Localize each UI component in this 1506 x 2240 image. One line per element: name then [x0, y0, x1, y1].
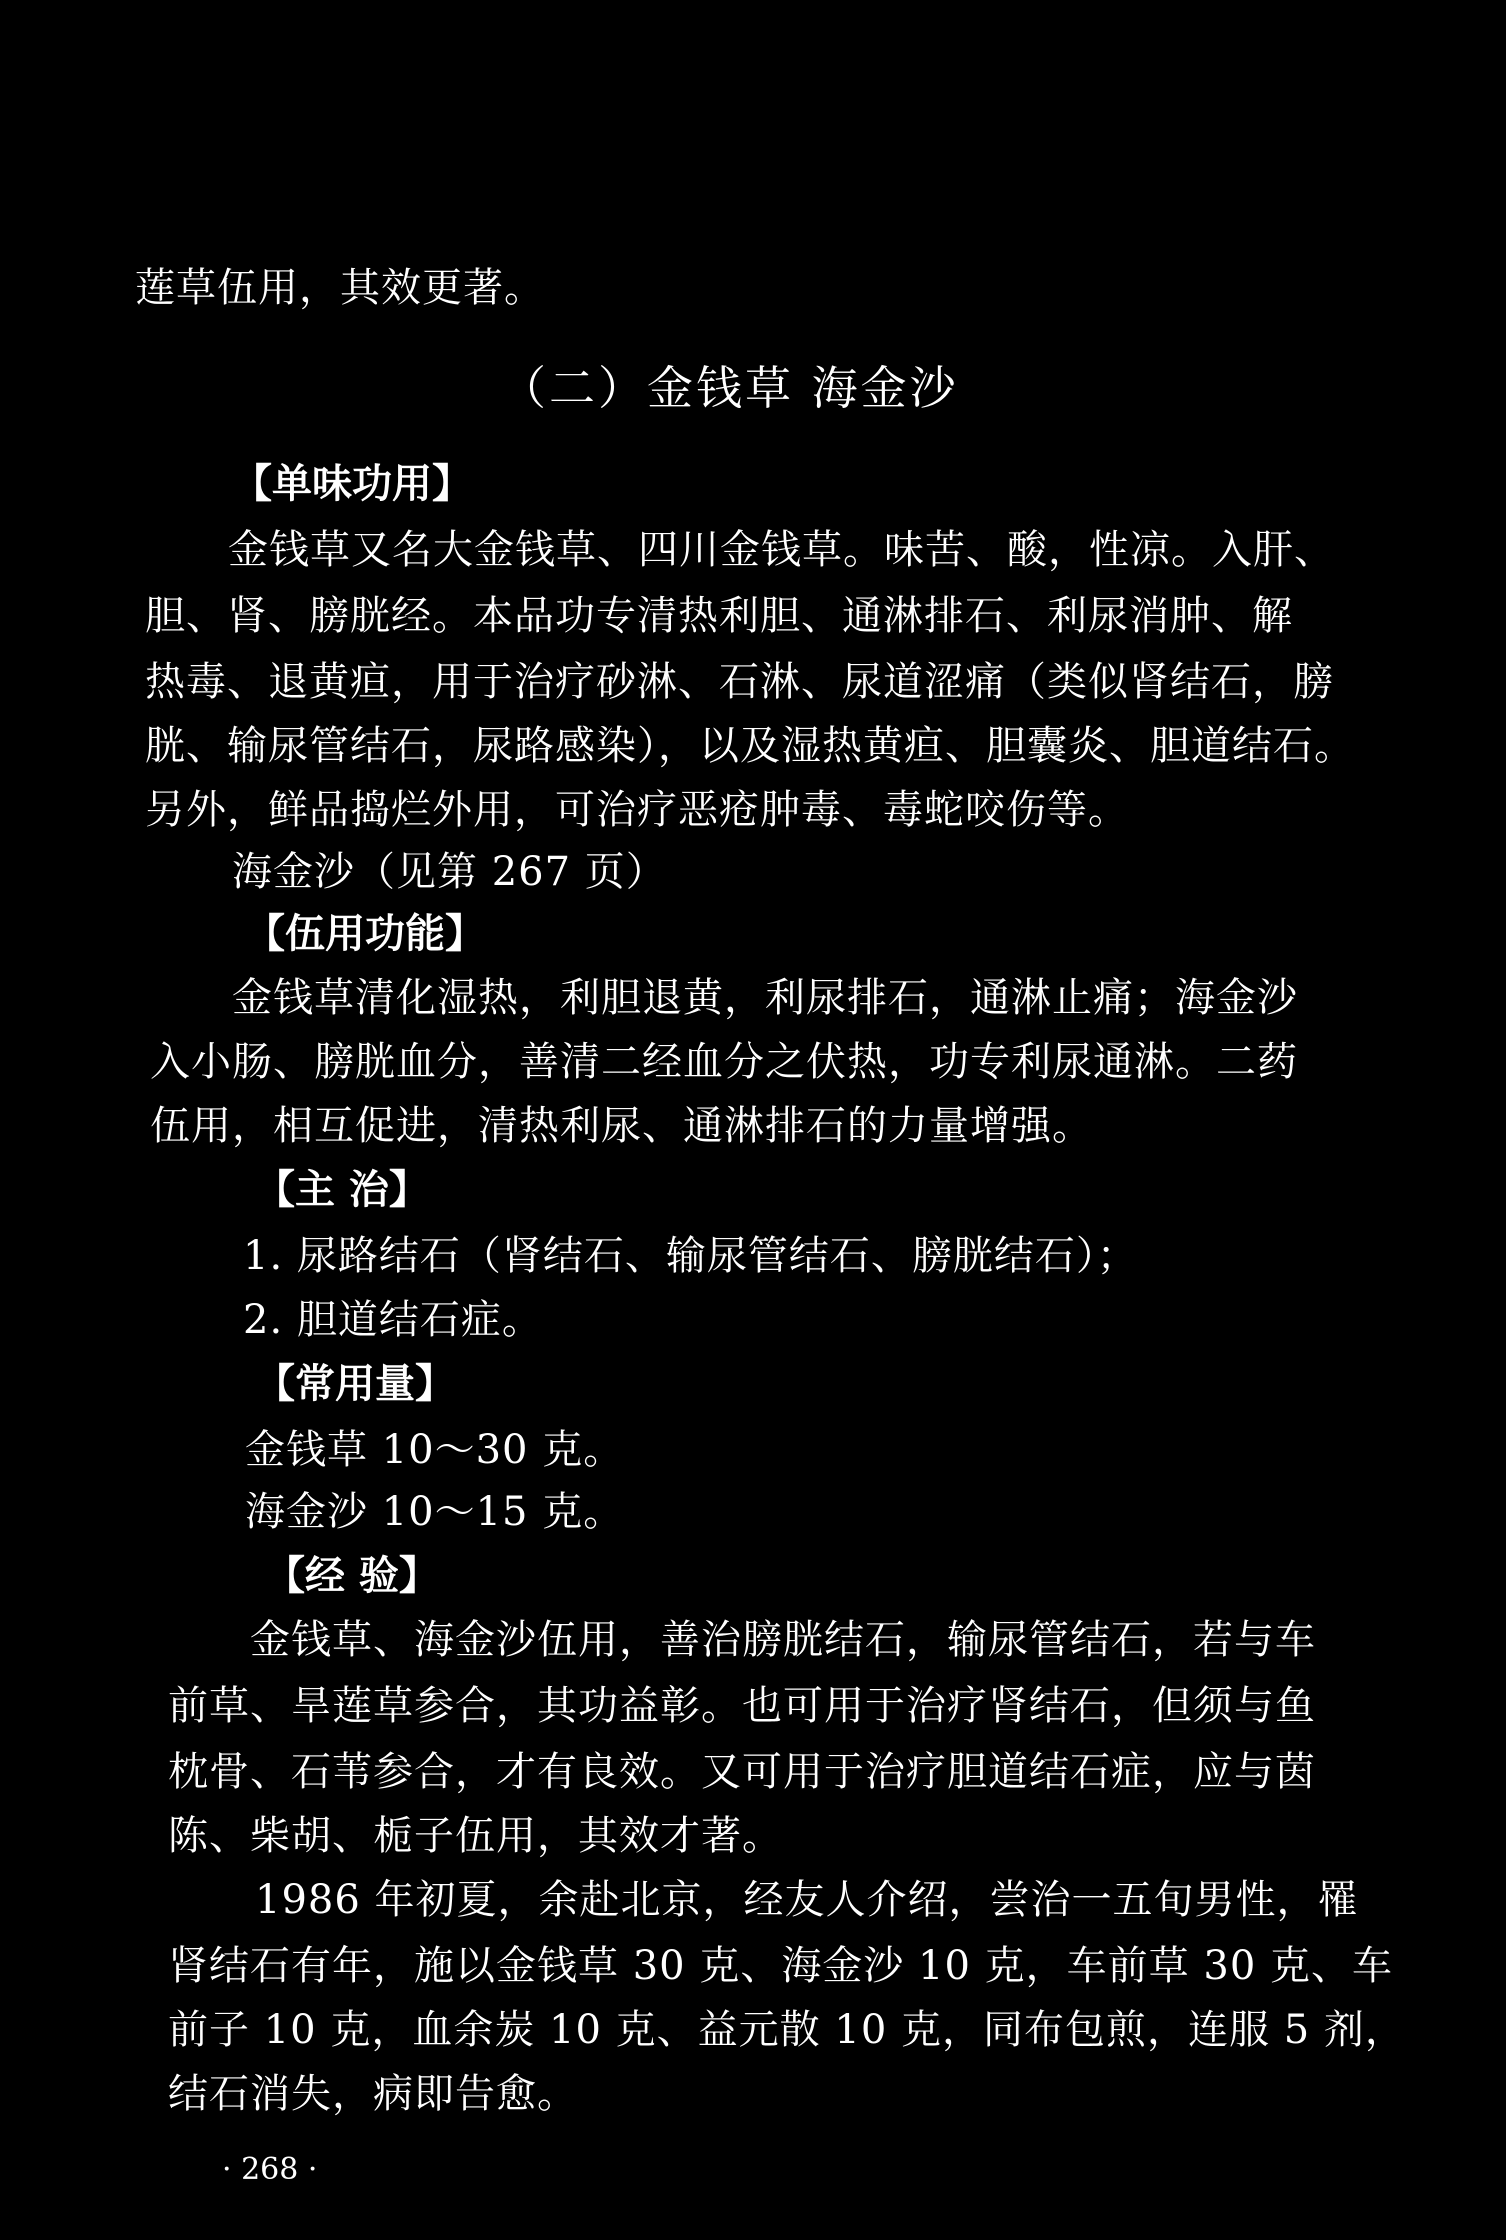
single-function-line: 另外，鲜品捣烂外用，可治疗恶疮肿毒、毒蛇咬伤等。 — [145, 787, 1129, 833]
single-function-line: 热毒、退黄疸，用于治疗砂淋、石淋、尿道涩痛（类似肾结石，膀 — [145, 659, 1334, 705]
single-function-label: 【单味功用】 — [232, 461, 472, 507]
indications-item: 2. 胆道结石症。 — [243, 1297, 543, 1343]
experience-line: 前草、旱莲草参合，其功益彰。也可用于治疗肾结石，但须与鱼 — [168, 1683, 1316, 1729]
experience-line: 陈、柴胡、栀子伍用，其效才著。 — [168, 1813, 783, 1859]
single-function-line: 胱、输尿管结石，尿路感染），以及湿热黄疸、胆囊炎、胆道结石。 — [145, 723, 1355, 769]
experience-line: 1986 年初夏，余赴北京，经友人介绍，尝治一五旬男性，罹 — [255, 1877, 1359, 1923]
dosage-item: 金钱草 10～30 克。 — [245, 1427, 625, 1473]
combined-function-label: 【伍用功能】 — [245, 911, 485, 957]
experience-label: 【经 验】 — [265, 1553, 439, 1599]
experience-line: 金钱草、海金沙伍用，善治膀胱结石，输尿管结石，若与车 — [250, 1617, 1316, 1663]
continuation-text: 莲草伍用，其效更著。 — [135, 265, 545, 311]
experience-line: 结石消失，病即告愈。 — [168, 2071, 578, 2117]
experience-line: 前子 10 克，血余炭 10 克、益元散 10 克，同布包煎，连服 5 剂， — [168, 2007, 1406, 2053]
indications-item: 1. 尿路结石（肾结石、输尿管结石、膀胱结石）； — [243, 1233, 1138, 1279]
experience-line: 枕骨、石苇参合，才有良效。又可用于治疗胆道结石症，应与茵 — [168, 1749, 1316, 1795]
page-number: · 268 · — [222, 2152, 318, 2187]
experience-line: 肾结石有年，施以金钱草 30 克、海金沙 10 克，车前草 30 克、车 — [168, 1943, 1393, 1989]
dosage-item: 海金沙 10～15 克。 — [245, 1489, 625, 1535]
single-function-line: 胆、肾、膀胱经。本品功专清热利胆、通淋排石、利尿消肿、解 — [145, 593, 1293, 639]
section-title: （二）金钱草 海金沙 — [500, 361, 959, 415]
combined-function-line: 伍用，相互促进，清热利尿、通淋排石的力量增强。 — [150, 1103, 1093, 1149]
combined-function-line: 入小肠、膀胱血分，善清二经血分之伏热，功专利尿通淋。二药 — [150, 1039, 1298, 1085]
single-function-line: 海金沙（见第 267 页） — [232, 849, 667, 895]
indications-label: 【主 治】 — [255, 1167, 429, 1213]
dosage-label: 【常用量】 — [255, 1361, 455, 1407]
combined-function-line: 金钱草清化湿热，利胆退黄，利尿排石，通淋止痛；海金沙 — [232, 975, 1298, 1021]
single-function-line: 金钱草又名大金钱草、四川金钱草。味苦、酸，性凉。入肝、 — [228, 527, 1335, 573]
